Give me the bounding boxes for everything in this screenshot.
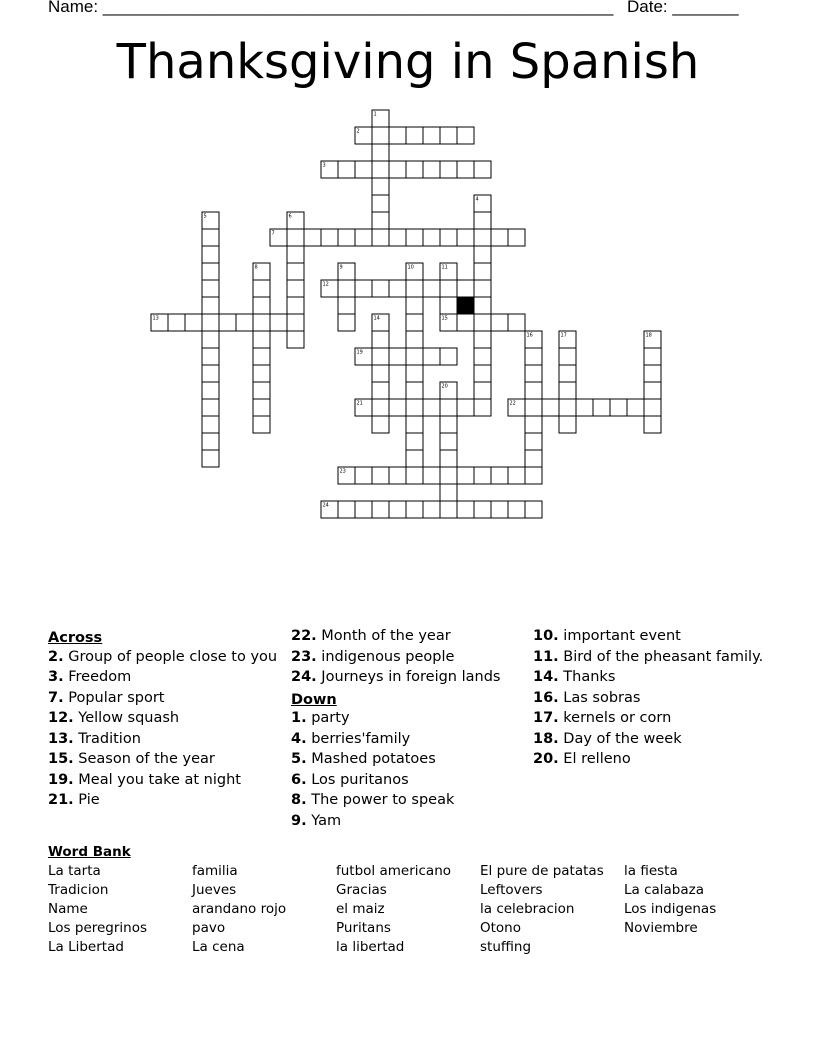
clue-number: 22: [509, 400, 516, 407]
grid-cell[interactable]: [491, 501, 508, 518]
grid-cell[interactable]: [372, 280, 389, 297]
grid-cell[interactable]: [185, 314, 202, 331]
grid-cell[interactable]: [406, 161, 423, 178]
clue-item: [48, 731, 280, 748]
grid-cell[interactable]: [440, 229, 457, 246]
grid-cell[interactable]: [508, 501, 525, 518]
grid-cell[interactable]: [253, 331, 270, 348]
grid-cell[interactable]: [389, 467, 406, 484]
grid-cell[interactable]: [593, 399, 610, 416]
grid-cell[interactable]: [372, 178, 389, 195]
clue-item: [48, 772, 280, 789]
clue-item: [48, 710, 280, 727]
clue-text: Pie: [73, 792, 100, 808]
clue-item: [533, 690, 765, 707]
clue-text: Tradition: [73, 730, 141, 747]
grid-cell[interactable]: [372, 127, 389, 144]
page-title: Thanksgiving in Spanish: [116, 34, 700, 90]
clue-number: 7: [271, 230, 275, 237]
grid-cell[interactable]: [304, 229, 321, 246]
clue-number-label: 12.: [48, 710, 74, 726]
grid-cell[interactable]: [440, 348, 457, 365]
clue-number-label: 18.: [533, 730, 559, 747]
grid-cell[interactable]: [474, 399, 491, 416]
grid-cell[interactable]: [253, 314, 270, 331]
clue-item: [533, 731, 765, 748]
grid-cell[interactable]: [202, 416, 219, 433]
clue-number-label: 23.: [291, 648, 317, 665]
grid-cell[interactable]: [474, 314, 491, 331]
clue-text: berries'family: [306, 730, 411, 747]
grid-cell[interactable]: [525, 450, 542, 467]
grid-cell[interactable]: [423, 467, 440, 484]
clue-number-label: 5.: [291, 751, 307, 767]
clue-number-label: 10.: [533, 628, 559, 644]
grid-cell[interactable]: [406, 382, 423, 399]
grid-cell[interactable]: [406, 280, 423, 297]
clue-number-label: 3.: [48, 669, 64, 685]
grid-cell[interactable]: [202, 229, 219, 246]
clue-text: Group of people close to you: [63, 648, 278, 665]
grid-cell[interactable]: [440, 280, 457, 297]
grid-cell[interactable]: [202, 399, 219, 416]
grid-cell[interactable]: [389, 229, 406, 246]
clue-text: party: [306, 710, 350, 726]
grid-cell[interactable]: [576, 399, 593, 416]
word-bank-item: Otono: [480, 920, 521, 936]
grid-cell[interactable]: [202, 365, 219, 382]
clue-item: [291, 669, 523, 686]
grid-cell[interactable]: [423, 127, 440, 144]
grid-cell[interactable]: [423, 280, 440, 297]
clue-text: indigenous people: [316, 648, 455, 665]
grid-cell[interactable]: [389, 280, 406, 297]
clue-number: 16: [526, 332, 533, 339]
clue-item: [291, 649, 523, 666]
grid-cell[interactable]: [372, 331, 389, 348]
clue-item: [291, 628, 523, 645]
clue-number-label: 6.: [291, 771, 307, 788]
clue-item: [291, 731, 523, 748]
grid-cell[interactable]: [474, 263, 491, 280]
grid-cell[interactable]: [423, 348, 440, 365]
grid-cell[interactable]: [406, 331, 423, 348]
grid-cell[interactable]: [202, 263, 219, 280]
grid-cell[interactable]: [474, 297, 491, 314]
grid-cell[interactable]: [389, 501, 406, 518]
clue-text: Thanks: [558, 669, 616, 685]
clue-number-label: 17.: [533, 710, 559, 726]
word-bank-column: [480, 862, 624, 957]
grid-cell[interactable]: [253, 280, 270, 297]
grid-cell[interactable]: [440, 127, 457, 144]
word-bank-column: [624, 862, 768, 938]
grid-cell[interactable]: [202, 382, 219, 399]
grid-cell[interactable]: [457, 399, 474, 416]
clue-number: 10: [407, 264, 414, 271]
grid-cell[interactable]: [457, 314, 474, 331]
clue-text: Mashed potatoes: [306, 751, 436, 767]
clue-text: Meal you take at night: [73, 771, 241, 788]
grid-cell[interactable]: [508, 314, 525, 331]
clue-number-label: 21.: [48, 792, 74, 808]
clue-number: 12: [322, 281, 329, 288]
grid-cell[interactable]: [525, 399, 542, 416]
grid-cell[interactable]: [440, 450, 457, 467]
clue-number-label: 9.: [291, 812, 307, 829]
grid-cell[interactable]: [627, 399, 644, 416]
grid-cell[interactable]: [372, 416, 389, 433]
clue-number: 19: [356, 349, 363, 356]
clue-text: Yellow squash: [73, 710, 180, 726]
clue-text: Las sobras: [558, 689, 641, 706]
clue-text: Day of the week: [558, 730, 682, 747]
grid-cell[interactable]: [372, 348, 389, 365]
grid-cell[interactable]: [559, 365, 576, 382]
clue-item: [291, 792, 523, 809]
clue-item: [291, 772, 523, 789]
clue-number-label: 16.: [533, 689, 559, 706]
clues-column-2: [291, 628, 523, 833]
word-bank-item: pavo: [192, 920, 226, 936]
grid-cell[interactable]: [644, 399, 661, 416]
grid-cell[interactable]: [491, 314, 508, 331]
clue-item: [48, 649, 280, 666]
word-bank-item: La calabaza: [624, 882, 705, 898]
clue-item: [533, 669, 765, 686]
word-bank-item: familia: [192, 863, 238, 879]
word-bank-column: [192, 862, 336, 957]
grid-cell[interactable]: [287, 229, 304, 246]
grid-cell[interactable]: [406, 348, 423, 365]
clue-number-label: 20.: [533, 751, 559, 767]
grid-cell[interactable]: [440, 433, 457, 450]
grid-cell[interactable]: [287, 263, 304, 280]
grid-cell[interactable]: [287, 246, 304, 263]
grid-cell[interactable]: [423, 161, 440, 178]
clue-number-label: 11.: [533, 648, 559, 665]
grid-cell[interactable]: [440, 416, 457, 433]
clue-number-label: 4.: [291, 730, 307, 747]
grid-cell[interactable]: [406, 314, 423, 331]
word-bank-item: la fiesta: [624, 863, 678, 879]
clue-number: 13: [152, 315, 159, 322]
grid-cell[interactable]: [253, 348, 270, 365]
grid-cell[interactable]: [491, 467, 508, 484]
clue-text: El relleno: [558, 751, 631, 767]
grid-cell[interactable]: [440, 501, 457, 518]
word-bank-item: Noviembre: [624, 920, 698, 936]
grid-cell[interactable]: [559, 399, 576, 416]
grid-cell[interactable]: [491, 229, 508, 246]
clue-number: 15: [441, 315, 448, 322]
grid-cell[interactable]: [202, 433, 219, 450]
grid-cell[interactable]: [474, 246, 491, 263]
clue-item: [291, 751, 523, 768]
grid-cell[interactable]: [338, 314, 355, 331]
grid-cell[interactable]: [457, 229, 474, 246]
clue-item: [533, 649, 765, 666]
clue-number: 9: [339, 264, 343, 271]
clue-number-label: 15.: [48, 751, 74, 767]
word-bank-item: Puritans: [336, 920, 391, 936]
grid-cell[interactable]: [338, 501, 355, 518]
grid-cell[interactable]: [355, 467, 372, 484]
name-field-label[interactable]: Name: ______________________________________________________: [48, 0, 614, 16]
grid-cell[interactable]: [253, 297, 270, 314]
grid-cell[interactable]: [406, 416, 423, 433]
word-bank-item: el maiz: [336, 901, 385, 917]
word-bank-item: Jueves: [192, 882, 237, 898]
grid-cell[interactable]: [525, 467, 542, 484]
word-bank-item: Leftovers: [480, 882, 543, 898]
grid-cell[interactable]: [253, 416, 270, 433]
grid-cell[interactable]: [202, 280, 219, 297]
clues-column-1: [48, 628, 280, 813]
grid-cell[interactable]: [508, 229, 525, 246]
clue-text: Los puritanos: [306, 771, 409, 788]
clue-number: 1: [373, 111, 377, 118]
clue-text: Journeys in foreign lands: [316, 669, 501, 685]
grid-cell[interactable]: [440, 399, 457, 416]
grid-cell[interactable]: [372, 399, 389, 416]
grid-cell[interactable]: [321, 229, 338, 246]
grid-cell[interactable]: [389, 399, 406, 416]
clue-item: [48, 751, 280, 768]
grid-cell[interactable]: [372, 212, 389, 229]
clue-text: kernels or corn: [558, 710, 672, 726]
clue-number: 24: [322, 502, 329, 509]
grid-cell[interactable]: [202, 314, 219, 331]
grid-cell[interactable]: [423, 399, 440, 416]
clue-number: 20: [441, 383, 448, 390]
clue-number: 5: [203, 213, 207, 220]
word-bank-item: La tarta: [48, 863, 101, 879]
grid-cell[interactable]: [440, 484, 457, 501]
word-bank-item: Tradicion: [48, 882, 109, 898]
grid-cell[interactable]: [270, 314, 287, 331]
clue-text: important event: [558, 628, 681, 644]
grid-cell[interactable]: [474, 501, 491, 518]
clue-number-label: 8.: [291, 792, 307, 808]
clue-number-label: 19.: [48, 771, 74, 788]
grid-cell[interactable]: [287, 297, 304, 314]
grid-cell[interactable]: [423, 501, 440, 518]
grid-cell[interactable]: [474, 229, 491, 246]
grid-cell[interactable]: [253, 382, 270, 399]
clue-number: 23: [339, 468, 346, 475]
grid-cell[interactable]: [287, 314, 304, 331]
grid-cell[interactable]: [338, 280, 355, 297]
grid-cell[interactable]: [253, 365, 270, 382]
grid-cell[interactable]: [406, 467, 423, 484]
grid-cell[interactable]: [202, 297, 219, 314]
grid-cell[interactable]: [406, 399, 423, 416]
grid-cell[interactable]: [372, 195, 389, 212]
clue-item: [48, 690, 280, 707]
grid-cell[interactable]: [406, 501, 423, 518]
clue-number-label: 14.: [533, 669, 559, 685]
grid-cell[interactable]: [372, 501, 389, 518]
clue-number-label: 22.: [291, 628, 317, 644]
clue-number: 11: [441, 264, 448, 271]
grid-cell[interactable]: [474, 382, 491, 399]
clue-text: Bird of the pheasant family.: [558, 648, 764, 665]
grid-cell[interactable]: [202, 331, 219, 348]
grid-cell[interactable]: [372, 161, 389, 178]
clue-text: Popular sport: [63, 689, 165, 706]
word-bank-item: El pure de patatas: [480, 863, 604, 879]
grid-cell[interactable]: [644, 348, 661, 365]
grid-cell[interactable]: [525, 416, 542, 433]
grid-cell[interactable]: [168, 314, 185, 331]
grid-cell[interactable]: [525, 433, 542, 450]
grid-cell[interactable]: [559, 416, 576, 433]
grid-cell[interactable]: [406, 365, 423, 382]
grid-cell[interactable]: [202, 348, 219, 365]
grid-cell[interactable]: [372, 365, 389, 382]
grid-cell[interactable]: [644, 382, 661, 399]
word-bank-item: la libertad: [336, 939, 405, 955]
grid-cell[interactable]: [559, 348, 576, 365]
word-bank-item: Los indigenas: [624, 901, 717, 917]
grid-cell[interactable]: [406, 127, 423, 144]
grid-cell[interactable]: [338, 229, 355, 246]
word-bank-item: La cena: [192, 939, 245, 955]
clue-item: [48, 669, 280, 686]
black-square: [457, 297, 474, 314]
grid-cell[interactable]: [406, 229, 423, 246]
down-heading: Down: [291, 691, 337, 708]
clue-number-label: 24.: [291, 669, 317, 685]
word-bank-item: Gracias: [336, 882, 387, 898]
grid-cell[interactable]: [202, 246, 219, 263]
grid-cell[interactable]: [457, 467, 474, 484]
grid-cell[interactable]: [389, 127, 406, 144]
grid-cell[interactable]: [389, 348, 406, 365]
grid-cell[interactable]: [202, 450, 219, 467]
grid-cell[interactable]: [474, 280, 491, 297]
grid-cell[interactable]: [372, 229, 389, 246]
word-bank-title: Word Bank: [48, 844, 131, 860]
word-bank-column: [48, 862, 192, 957]
grid-cell[interactable]: [525, 365, 542, 382]
clue-item: [291, 710, 523, 727]
grid-cell[interactable]: [457, 280, 474, 297]
clue-number: 18: [645, 332, 652, 339]
grid-cell[interactable]: [406, 297, 423, 314]
grid-cell[interactable]: [474, 467, 491, 484]
grid-cell[interactable]: [457, 161, 474, 178]
grid-cell[interactable]: [525, 348, 542, 365]
grid-cell[interactable]: [423, 229, 440, 246]
word-bank-item: arandano rojo: [192, 901, 287, 917]
clue-number: 17: [560, 332, 567, 339]
clue-item: [533, 628, 765, 645]
grid-cell[interactable]: [355, 280, 372, 297]
word-bank-item: futbol americano: [336, 863, 452, 879]
grid-cell[interactable]: [236, 314, 253, 331]
clue-item: [291, 813, 523, 830]
grid-cell[interactable]: [287, 331, 304, 348]
grid-cell[interactable]: [508, 467, 525, 484]
grid-cell[interactable]: [219, 314, 236, 331]
clue-text: Month of the year: [316, 628, 451, 644]
clue-number: 6: [288, 213, 292, 220]
clue-number: 3: [322, 162, 326, 169]
clue-text: Season of the year: [73, 751, 215, 767]
clue-number: 14: [373, 315, 380, 322]
grid-cell[interactable]: [525, 501, 542, 518]
grid-cell[interactable]: [457, 501, 474, 518]
grid-cell[interactable]: [440, 161, 457, 178]
clue-item: [48, 792, 280, 809]
clue-number: 2: [356, 128, 360, 135]
grid-cell[interactable]: [542, 399, 559, 416]
clue-number: 4: [475, 196, 479, 203]
grid-cell[interactable]: [474, 212, 491, 229]
word-bank-column: [336, 862, 480, 957]
clue-number-label: 1.: [291, 710, 307, 726]
clue-number-label: 13.: [48, 730, 74, 747]
clue-item: [533, 751, 765, 768]
grid-cell[interactable]: [253, 399, 270, 416]
clue-text: The power to speak: [306, 792, 455, 808]
grid-cell[interactable]: [389, 161, 406, 178]
grid-cell[interactable]: [457, 127, 474, 144]
grid-cell[interactable]: [355, 501, 372, 518]
grid-cell[interactable]: [338, 161, 355, 178]
grid-cell[interactable]: [474, 161, 491, 178]
grid-cell[interactable]: [525, 382, 542, 399]
grid-cell[interactable]: [559, 382, 576, 399]
grid-cell[interactable]: [338, 297, 355, 314]
grid-cell[interactable]: [406, 450, 423, 467]
grid-cell[interactable]: [644, 416, 661, 433]
grid-cell[interactable]: [644, 365, 661, 382]
clue-number-label: 2.: [48, 648, 64, 665]
grid-cell[interactable]: [287, 280, 304, 297]
grid-cell[interactable]: [372, 382, 389, 399]
word-bank-item: La Libertad: [48, 939, 124, 955]
grid-cell[interactable]: [474, 348, 491, 365]
grid-cell[interactable]: [372, 467, 389, 484]
word-bank-item: la celebracion: [480, 901, 575, 917]
word-bank-item: Name: [48, 901, 88, 917]
across-heading: Across: [48, 630, 103, 646]
clue-number: 8: [254, 264, 258, 271]
grid-cell[interactable]: [474, 331, 491, 348]
grid-cell[interactable]: [406, 433, 423, 450]
word-bank-item: stuffing: [480, 939, 532, 955]
grid-cell[interactable]: [474, 365, 491, 382]
date-field-label[interactable]: Date: _______: [627, 0, 739, 16]
grid-cell[interactable]: [440, 467, 457, 484]
grid-cell[interactable]: [355, 229, 372, 246]
clue-number-label: 7.: [48, 689, 64, 706]
grid-cell[interactable]: [372, 144, 389, 161]
word-bank-item: Los peregrinos: [48, 920, 148, 936]
grid-cell[interactable]: [440, 297, 457, 314]
clue-text: Freedom: [63, 669, 132, 685]
clues-column-3: [533, 628, 765, 772]
clue-item: [533, 710, 765, 727]
clue-number: 21: [356, 400, 363, 407]
grid-cell[interactable]: [355, 161, 372, 178]
grid-cell[interactable]: [610, 399, 627, 416]
clue-text: Yam: [306, 812, 342, 829]
